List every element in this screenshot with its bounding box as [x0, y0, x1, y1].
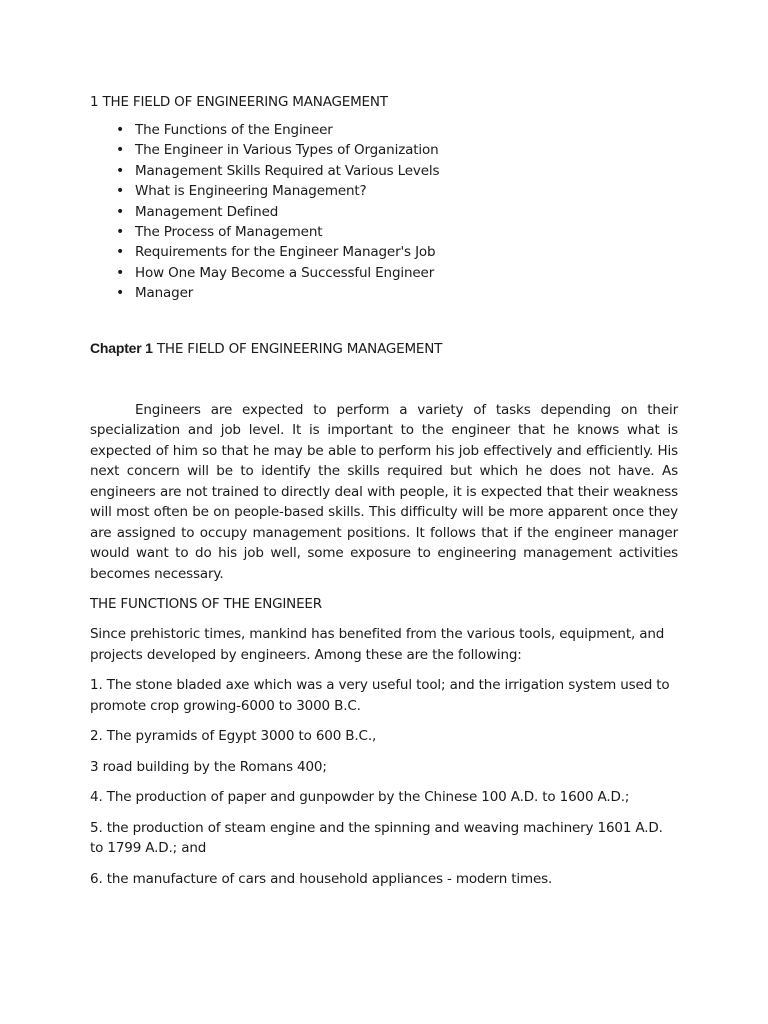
bullet-icon: •: [116, 264, 125, 281]
list-item: 6. the manufacture of cars and household appliances - modern times.: [90, 870, 553, 887]
section-heading: THE FUNCTIONS OF THE ENGINEER: [90, 596, 322, 613]
toc-title: 1 THE FIELD OF ENGINEERING MANAGEMENT: [90, 94, 388, 110]
list-item: 1. The stone bladed axe which was a very useful tool; and the irrigation system used to promote crop growing-6000 to 3000 B.C.: [90, 677, 670, 714]
bullet-icon: •: [116, 285, 125, 302]
intro-paragraph: Engineers are expected to perform a variety of tasks depending on their specialization and job level. It is important to the engineer that he knows what is expected of him so that he may be able to perform his job effectively and efficiently. His next concern will be to identify the skills required but which he does not have. As engineers are not trained to directly deal with people, it is expected that their weakness will most often be on people-based skills. This difficulty will be more apparent once they are assigned to occupy management positions. It follows that if the engineer manager would want to do his job well, some exposure to engineering management activities becomes necessary.: [90, 401, 678, 582]
toc-item-label: The Process of Management: [135, 224, 323, 241]
toc-item-label: The Engineer in Various Types of Organization: [135, 142, 439, 159]
document-page: [90, 92, 678, 889]
bullet-icon: •: [116, 203, 125, 220]
toc-item-label: Manager: [135, 285, 194, 302]
list-item: 2. The pyramids of Egypt 3000 to 600 B.C.,: [90, 728, 377, 745]
toc-item-label: Requirements for the Engineer Manager's Job: [135, 244, 436, 261]
toc-item: [90, 181, 678, 201]
toc-item: [90, 202, 678, 222]
bullet-icon: •: [116, 244, 125, 261]
toc-item: [90, 120, 678, 140]
bullet-icon: •: [116, 183, 125, 200]
list-item: 5. the production of steam engine and the spinning and weaving machinery 1601 A.D. to 1799 A.D.; and: [90, 819, 663, 857]
toc-item-label: Management Defined: [135, 203, 279, 220]
toc-list: [90, 120, 678, 304]
toc-item: [90, 283, 678, 303]
chapter-heading-text: THE FIELD OF ENGINEERING MANAGEMENT: [152, 340, 443, 357]
toc-item: [90, 140, 678, 160]
toc-item: [90, 263, 678, 283]
chapter-title: [90, 338, 678, 359]
section-lead-paragraph: Since prehistoric times, mankind has benefited from the various tools, equipment, and projects developed by engineers. Among these are the following:: [90, 626, 665, 663]
chapter-label: Chapter 1: [90, 339, 153, 356]
toc-item: [90, 242, 678, 262]
list-item: 3 road building by the Romans 400;: [90, 758, 327, 775]
bullet-icon: •: [116, 224, 125, 241]
toc-item: [90, 222, 678, 242]
toc-item: [90, 161, 678, 181]
bullet-icon: •: [116, 142, 125, 159]
bullet-icon: •: [116, 162, 125, 179]
toc-item-label: What is Engineering Management?: [135, 183, 367, 200]
list-item: 4. The production of paper and gunpowder by the Chinese 100 A.D. to 1600 A.D.;: [90, 789, 630, 806]
bullet-icon: •: [116, 122, 125, 138]
toc-item-label: The Functions of the Engineer: [135, 122, 333, 138]
toc-item-label: Management Skills Required at Various Levels: [135, 162, 440, 179]
toc-item-label: How One May Become a Successful Engineer: [135, 264, 435, 281]
